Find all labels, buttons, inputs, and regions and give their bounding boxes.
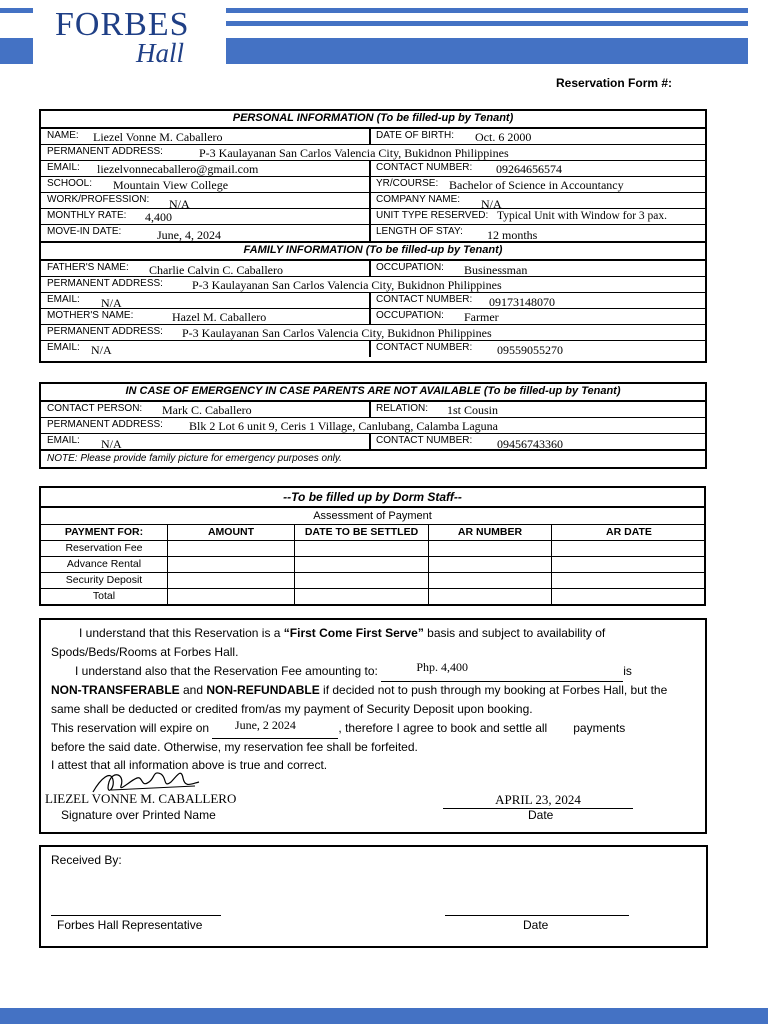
agreement-text: same shall be deducted or credited from/as my payment of Security Deposit upon booking. xyxy=(51,702,533,716)
agreement-date-line xyxy=(443,792,633,809)
agreement-text: basis and subject to availability of xyxy=(423,626,606,640)
agreement-section xyxy=(39,618,707,834)
unit-label: UNIT TYPE RESERVED: xyxy=(376,210,489,221)
payment-item-label: Reservation Fee xyxy=(41,541,168,556)
header-bar-right-1 xyxy=(226,8,748,13)
agreement-text: Spods/Beds/Rooms at Forbes Hall. xyxy=(51,645,239,659)
movein-label: MOVE-IN DATE: xyxy=(47,226,122,237)
staff-section xyxy=(39,486,706,606)
course-value: Bachelor of Science in Accountancy xyxy=(449,178,624,192)
agreement-date-caption: Date xyxy=(528,808,554,822)
mother-occupation-label: OCCUPATION: xyxy=(376,310,444,321)
father-email-label: EMAIL: xyxy=(47,294,80,305)
relation-value: 1st Cousin xyxy=(447,403,499,417)
col-date-settled: DATE TO BE SETTLED xyxy=(295,525,429,540)
unit-value: Typical Unit with Window for 3 pax. xyxy=(497,210,668,222)
row-mother xyxy=(41,309,705,325)
fee-value: Php. 4,400 xyxy=(416,660,469,674)
agreement-text: I understand also that the Reservation Fee amounting to: xyxy=(75,664,382,678)
emergency-email-value: N/A xyxy=(101,437,122,451)
row-work xyxy=(41,193,705,209)
emergency-address-value: Blk 2 Lot 6 unit 9, Ceris 1 Village, Canlubang, Calamba Laguna xyxy=(189,419,499,433)
agreement-emphasis: NON-TRANSFERABLE xyxy=(51,683,180,697)
signer-caption: Signature over Printed Name xyxy=(61,808,216,822)
father-contact-label: CONTACT NUMBER: xyxy=(376,294,473,305)
father-occupation-value: Businessman xyxy=(464,263,528,277)
personal-family-section xyxy=(39,109,707,363)
agreement-text: payments xyxy=(573,721,626,735)
email-label: EMAIL: xyxy=(47,162,80,173)
father-address-value: P-3 Kaulayanan San Carlos Valencia City, Bukidnon Philippines xyxy=(192,278,502,292)
dob-value: Oct. 6 2000 xyxy=(475,130,532,144)
father-label: FATHER'S NAME: xyxy=(47,262,129,273)
emergency-person-value: Mark C. Caballero xyxy=(162,403,252,417)
father-value: Charlie Calvin C. Caballero xyxy=(149,263,283,277)
row-emergency-person xyxy=(41,402,705,418)
agreement-text: and xyxy=(179,683,207,697)
contact-value: 09264656574 xyxy=(496,162,562,176)
row-father xyxy=(41,261,705,277)
payment-item-label: Security Deposit xyxy=(41,573,168,588)
row-name xyxy=(41,129,705,145)
row-mother-email xyxy=(41,341,705,357)
payment-table-header xyxy=(41,525,704,541)
col-amount: AMOUNT xyxy=(168,525,295,540)
header-bar-right-3 xyxy=(226,38,748,64)
dob-label: DATE OF BIRTH: xyxy=(376,130,454,141)
relation-label: RELATION: xyxy=(376,403,429,414)
stay-label: LENGTH OF STAY: xyxy=(376,226,463,237)
mother-label: MOTHER'S NAME: xyxy=(47,310,134,321)
header-bar-left-top xyxy=(0,8,33,13)
mother-contact-label: CONTACT NUMBER: xyxy=(376,342,473,353)
emergency-person-label: CONTACT PERSON: xyxy=(47,403,143,414)
brand-logo-forbes: FORBES xyxy=(55,6,190,43)
brand-logo-hall: Hall xyxy=(136,38,185,68)
col-payment-for: PAYMENT FOR: xyxy=(41,525,168,540)
address-label: PERMANENT ADDRESS: xyxy=(47,146,163,157)
row-movein xyxy=(41,225,705,243)
row-email xyxy=(41,161,705,177)
row-school xyxy=(41,177,705,193)
col-ar-date: AR DATE xyxy=(606,526,652,538)
agreement-text: , therefore I agree to book and settle all xyxy=(338,721,548,735)
header-bar-right-2 xyxy=(226,21,748,26)
course-label: YR/COURSE: xyxy=(376,178,439,189)
staff-header: --To be filled up by Dorm Staff-- xyxy=(41,488,704,508)
name-value: Liezel Vonne M. Caballero xyxy=(93,130,223,144)
rate-value: 4,400 xyxy=(145,210,172,224)
agreement-text: before the said date. Otherwise, my reservation fee shall be forfeited. xyxy=(51,740,418,754)
emergency-note: NOTE: Please provide family picture for emergency purposes only. xyxy=(47,453,342,464)
personal-header: PERSONAL INFORMATION (To be filled-up by Tenant) xyxy=(41,111,705,129)
father-occupation-label: OCCUPATION: xyxy=(376,262,444,273)
representative-signature-line xyxy=(51,915,221,916)
emergency-email-label: EMAIL: xyxy=(47,435,80,446)
agreement-date-value: APRIL 23, 2024 xyxy=(495,792,581,807)
row-father-email xyxy=(41,293,705,309)
agreement-text: This reservation will expire on xyxy=(51,721,213,735)
mother-occupation-value: Farmer xyxy=(464,310,499,324)
emergency-address-label: PERMANENT ADDRESS: xyxy=(47,419,163,430)
staff-subheader: Assessment of Payment xyxy=(41,508,704,525)
payment-item-label: Advance Rental xyxy=(41,557,168,572)
footer-bar xyxy=(0,1008,768,1024)
mother-contact-value: 09559055270 xyxy=(497,343,563,357)
table-row xyxy=(41,557,704,573)
company-label: COMPANY NAME: xyxy=(376,194,461,205)
table-row xyxy=(41,589,704,605)
name-label: NAME: xyxy=(47,130,79,141)
table-row xyxy=(41,541,704,557)
mother-email-label: EMAIL: xyxy=(47,342,80,353)
reservation-form-number-label: Reservation Form #: xyxy=(556,76,673,90)
received-date-caption: Date xyxy=(523,918,549,932)
stay-value: 12 months xyxy=(487,228,538,242)
email-value: liezelvonnecaballero@gmail.com xyxy=(97,162,259,176)
row-address xyxy=(41,145,705,161)
expiry-value: June, 2 2024 xyxy=(234,718,296,732)
col-ar-number: AR NUMBER xyxy=(429,525,552,540)
work-label: WORK/PROFESSION: xyxy=(47,194,150,205)
father-contact-value: 09173148070 xyxy=(489,295,555,309)
received-date-line xyxy=(445,915,629,916)
received-section xyxy=(39,845,708,948)
father-email-value: N/A xyxy=(101,296,122,310)
row-father-address xyxy=(41,277,705,293)
work-value: N/A xyxy=(169,197,190,211)
agreement-emphasis: NON-REFUNDABLE xyxy=(206,683,320,697)
table-row xyxy=(41,573,704,589)
row-rate xyxy=(41,209,705,225)
payment-item-label: Total xyxy=(41,589,168,605)
row-emergency-address xyxy=(41,418,705,434)
school-value: Mountain View College xyxy=(113,178,229,192)
agreement-text: is xyxy=(623,664,632,678)
company-value: N/A xyxy=(481,197,502,211)
row-mother-address xyxy=(41,325,705,341)
agreement-emphasis: “First Come First Serve” xyxy=(283,626,424,640)
mother-address-value: P-3 Kaulayanan San Carlos Valencia City, Bukidnon Philippines xyxy=(182,326,492,340)
school-label: SCHOOL: xyxy=(47,178,93,189)
header-bar-left-bottom xyxy=(0,38,33,64)
mother-address-label: PERMANENT ADDRESS: xyxy=(47,326,163,337)
father-address-label: PERMANENT ADDRESS: xyxy=(47,278,163,289)
contact-label: CONTACT NUMBER: xyxy=(376,162,473,173)
row-emergency-email xyxy=(41,434,705,451)
family-header: FAMILY INFORMATION (To be filled-up by Tenant) xyxy=(41,243,705,261)
movein-value: June, 4, 2024 xyxy=(157,228,221,242)
emergency-contact-label: CONTACT NUMBER: xyxy=(376,435,473,446)
emergency-section xyxy=(39,382,707,469)
signer-name: LIEZEL VONNE M. CABALLERO xyxy=(45,791,237,806)
emergency-contact-value: 09456743360 xyxy=(497,437,563,451)
agreement-text: I understand that this Reservation is a xyxy=(79,626,284,640)
representative-caption: Forbes Hall Representative xyxy=(57,918,203,932)
emergency-header: IN CASE OF EMERGENCY IN CASE PARENTS ARE NOT AVAILABLE (To be filled-up by Tenant) xyxy=(41,384,705,402)
mother-email-value: N/A xyxy=(91,343,112,357)
rate-label: MONTHLY RATE: xyxy=(47,210,127,221)
agreement-text: if decided not to push through my booking at Forbes Hall, but the xyxy=(319,683,668,697)
received-by-label: Received By: xyxy=(51,853,122,867)
mother-value: Hazel M. Caballero xyxy=(172,310,267,324)
agreement-text: I attest that all information above is true and correct. xyxy=(51,758,328,772)
address-value: P-3 Kaulayanan San Carlos Valencia City, Bukidnon Philippines xyxy=(199,146,509,160)
